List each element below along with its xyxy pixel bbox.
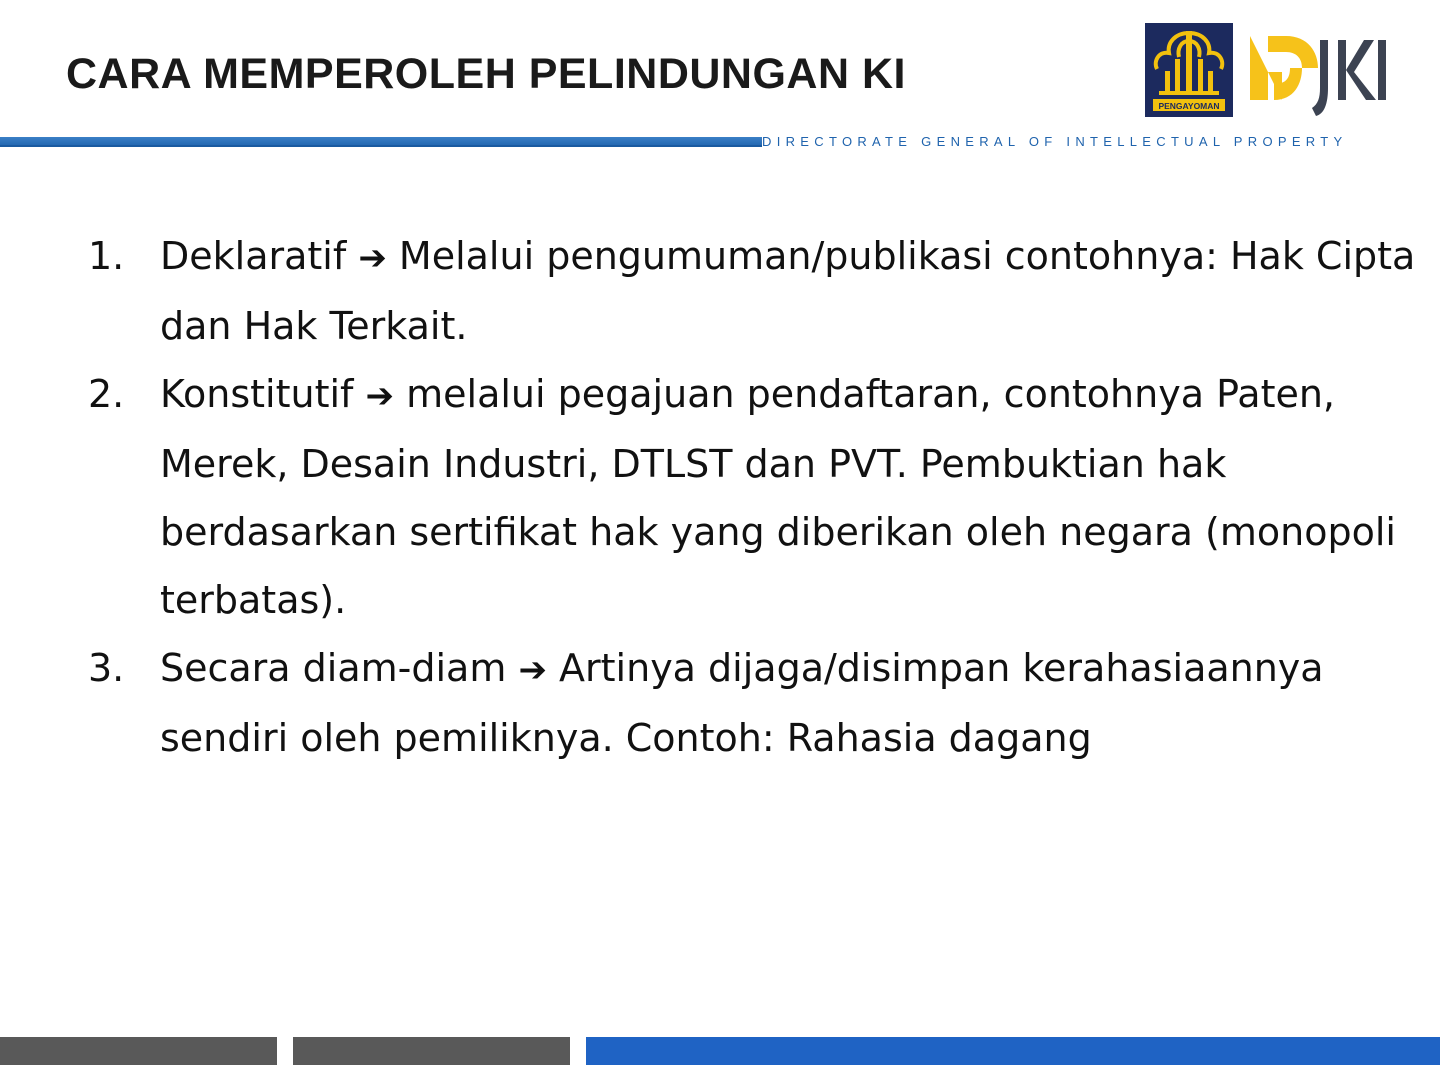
item-description: melalui pegajuan pendaftaran, contohnya Paten, Merek, Desain Industri, DTLST dan PVT. Pembuktian hak berdasarkan sertifikat hak yang diberikan oleh negara (monopoli terbatas).	[160, 372, 1396, 622]
footer-bar-segment	[586, 1037, 1440, 1065]
protection-methods-list	[88, 222, 1428, 772]
list-item	[88, 360, 1428, 634]
item-description: Melalui pengumuman/publikasi contohnya: Hak Cipta dan Hak Terkait.	[160, 234, 1416, 348]
item-description: Artinya dijaga/disimpan kerahasiaannya sendiri oleh pemiliknya. Contoh: Rahasia dagang	[160, 646, 1324, 760]
term-label: Konstitutif	[160, 372, 354, 416]
pengayoman-emblem-logo	[1145, 23, 1233, 117]
list-item	[88, 634, 1428, 772]
svg-text:PENGAYOMAN: PENGAYOMAN	[1158, 101, 1220, 111]
list-number: 1.	[88, 234, 125, 278]
list-number: 2.	[88, 372, 125, 416]
footer-bar-segment	[293, 1037, 570, 1065]
list-number: 3.	[88, 646, 125, 690]
arrow-right-icon: ➔	[365, 376, 395, 416]
organization-tagline: DIRECTORATE GENERAL OF INTELLECTUAL PROPERTY	[762, 134, 1348, 149]
footer-bar-segment	[0, 1037, 277, 1065]
term-label: Secara diam-diam	[160, 646, 507, 690]
page-title: CARA MEMPEROLEH PELINDUNGAN KI	[66, 50, 906, 98]
term-label: Deklaratif	[160, 234, 347, 278]
list-item	[88, 222, 1428, 360]
header-accent-line	[0, 145, 762, 147]
arrow-right-icon: ➔	[518, 650, 547, 690]
djki-logo	[1246, 18, 1390, 118]
arrow-right-icon: ➔	[358, 238, 387, 278]
